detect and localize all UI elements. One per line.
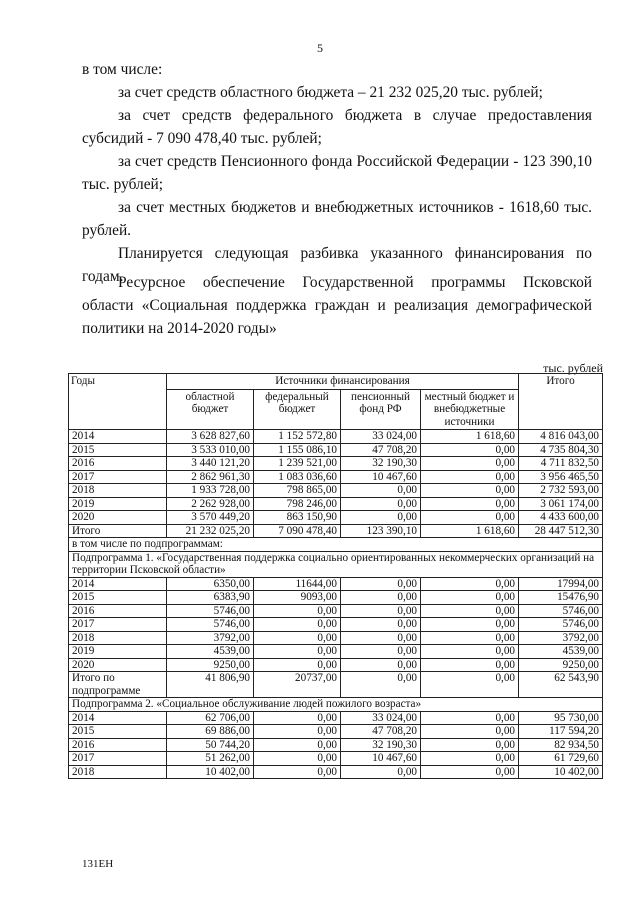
value-cell: 117 594,20 [519, 725, 603, 739]
value-cell: 0,00 [254, 631, 341, 645]
units-label: тыс. рублей [543, 361, 603, 375]
table-row [69, 738, 603, 752]
value-cell: 1 933 728,00 [167, 484, 254, 498]
footer-code: 131ЕН [82, 858, 114, 870]
header-total: Итого [519, 374, 603, 430]
header-years: Годы [69, 374, 167, 430]
value-cell: 0,00 [341, 511, 421, 525]
table-header-row [69, 374, 603, 390]
value-cell: 6383,90 [167, 591, 254, 605]
subprogram-1-title: Подпрограмма 1. «Государственная поддержка социально ориентированных некоммерческих организаций на территории Псковской области» [69, 551, 603, 577]
value-cell: 0,00 [341, 645, 421, 659]
value-cell: 28 447 512,30 [519, 524, 603, 538]
paragraph: за счет средств областного бюджета – 21 232 025,20 тыс. рублей; [118, 84, 543, 101]
subprogram-2-title: Подпрограмма 2. «Социальное обслуживание людей пожилого возраста» [69, 698, 603, 712]
value-cell: 0,00 [254, 752, 341, 766]
row-label-cell: 2018 [69, 765, 167, 779]
row-label-cell: 2020 [69, 658, 167, 672]
row-label-cell: 2016 [69, 604, 167, 618]
value-cell: 0,00 [254, 618, 341, 632]
value-cell: 0,00 [341, 658, 421, 672]
value-cell: 863 150,90 [254, 511, 341, 525]
paragraph: за счет средств Пенсионного фонда Российской Федерации - 123 390,10 тыс. рублей; [82, 153, 592, 193]
table-row [69, 497, 603, 511]
value-cell: 61 729,60 [519, 752, 603, 766]
table-row [69, 443, 603, 457]
resource-title [82, 271, 592, 340]
value-cell: 3 570 449,20 [167, 511, 254, 525]
value-cell: 0,00 [421, 658, 519, 672]
row-label-cell: 2017 [69, 752, 167, 766]
value-cell: 0,00 [254, 725, 341, 739]
table-body-sub2-title [69, 698, 603, 712]
value-cell: 0,00 [341, 618, 421, 632]
value-cell: 4 735 804,30 [519, 443, 603, 457]
value-cell: 3 533 010,00 [167, 443, 254, 457]
value-cell: 4539,00 [519, 645, 603, 659]
value-cell: 4 816 043,00 [519, 430, 603, 444]
value-cell: 17994,00 [519, 577, 603, 591]
value-cell: 3 440 121,20 [167, 457, 254, 471]
table-row [69, 538, 603, 552]
table-row [69, 672, 603, 698]
value-cell: 9093,00 [254, 591, 341, 605]
row-label-cell: 2017 [69, 470, 167, 484]
row-label-cell: 2019 [69, 645, 167, 659]
value-cell: 9250,00 [519, 658, 603, 672]
value-cell: 0,00 [341, 497, 421, 511]
value-cell: 6350,00 [167, 577, 254, 591]
value-cell: 3 061 174,00 [519, 497, 603, 511]
row-label-cell: Итого по подпрограмме [69, 672, 167, 698]
table-row [69, 618, 603, 632]
value-cell: 0,00 [421, 752, 519, 766]
value-cell: 10 467,60 [341, 752, 421, 766]
paragraph: в том числе: [82, 61, 163, 78]
value-cell: 0,00 [421, 497, 519, 511]
value-cell: 33 024,00 [341, 711, 421, 725]
page-number: 5 [317, 41, 323, 55]
value-cell: 20737,00 [254, 672, 341, 698]
value-cell: 0,00 [341, 631, 421, 645]
row-label-cell: 2015 [69, 725, 167, 739]
value-cell: 5746,00 [519, 618, 603, 632]
table-row [69, 470, 603, 484]
row-label-cell: 2016 [69, 457, 167, 471]
value-cell: 2 262 928,00 [167, 497, 254, 511]
header-local: местный бюджет и внебюджетные источники [421, 389, 519, 430]
financing-table [68, 373, 603, 779]
value-cell: 0,00 [341, 672, 421, 698]
value-cell: 51 262,00 [167, 752, 254, 766]
row-label-cell: 2015 [69, 591, 167, 605]
table-row [69, 484, 603, 498]
value-cell: 0,00 [421, 470, 519, 484]
value-cell: 10 467,60 [341, 470, 421, 484]
value-cell: 0,00 [341, 765, 421, 779]
value-cell: 123 390,10 [341, 524, 421, 538]
table-row [69, 430, 603, 444]
value-cell: 0,00 [254, 604, 341, 618]
value-cell: 69 886,00 [167, 725, 254, 739]
table-row [69, 645, 603, 659]
value-cell: 4 433 600,00 [519, 511, 603, 525]
value-cell: 798 246,00 [254, 497, 341, 511]
table-row [69, 604, 603, 618]
table-row [69, 577, 603, 591]
table-row [69, 551, 603, 577]
value-cell: 11644,00 [254, 577, 341, 591]
value-cell: 0,00 [341, 484, 421, 498]
row-label-cell: 2014 [69, 577, 167, 591]
table-body-sub2 [69, 711, 603, 779]
table-row [69, 631, 603, 645]
value-cell: 5746,00 [167, 604, 254, 618]
value-cell: 32 190,30 [341, 738, 421, 752]
value-cell: 1 083 036,60 [254, 470, 341, 484]
row-label-cell: Итого [69, 524, 167, 538]
paragraph: Планируется следующая разбивка указанного финансирования по годам. [82, 245, 592, 285]
table-row [69, 511, 603, 525]
row-label-cell: 2014 [69, 711, 167, 725]
row-label-cell: 2017 [69, 618, 167, 632]
value-cell: 0,00 [421, 711, 519, 725]
value-cell: 10 402,00 [519, 765, 603, 779]
resource-title-text: Ресурсное обеспечение Государственной программы Псковской области «Социальная поддержка граждан и реализация демографической политики на 2014-2020 годы» [82, 274, 592, 337]
value-cell: 9250,00 [167, 658, 254, 672]
value-cell: 62 706,00 [167, 711, 254, 725]
value-cell: 15476,90 [519, 591, 603, 605]
value-cell: 0,00 [421, 631, 519, 645]
value-cell: 21 232 025,20 [167, 524, 254, 538]
value-cell: 0,00 [421, 457, 519, 471]
value-cell: 0,00 [421, 604, 519, 618]
header-pension: пенсионный фонд РФ [341, 389, 421, 430]
value-cell: 1 239 521,00 [254, 457, 341, 471]
value-cell: 1 155 086,10 [254, 443, 341, 457]
value-cell: 1 618,60 [421, 430, 519, 444]
header-federal: федеральный бюджет [254, 389, 341, 430]
value-cell: 3792,00 [519, 631, 603, 645]
table-row [69, 524, 603, 538]
header-regional: областной бюджет [167, 389, 254, 430]
table-body-sub1 [69, 577, 603, 698]
table-row [69, 725, 603, 739]
value-cell: 0,00 [341, 591, 421, 605]
row-label-cell: 2016 [69, 738, 167, 752]
row-label-cell: 2015 [69, 443, 167, 457]
value-cell: 41 806,90 [167, 672, 254, 698]
row-label-cell: 2020 [69, 511, 167, 525]
value-cell: 0,00 [421, 484, 519, 498]
value-cell: 3 628 827,60 [167, 430, 254, 444]
value-cell: 0,00 [421, 443, 519, 457]
value-cell: 4539,00 [167, 645, 254, 659]
table-row [69, 752, 603, 766]
value-cell: 0,00 [254, 645, 341, 659]
value-cell: 0,00 [254, 738, 341, 752]
table-body-main [69, 430, 603, 538]
value-cell: 0,00 [341, 577, 421, 591]
row-label-cell: 2014 [69, 430, 167, 444]
row-label-cell: 2019 [69, 497, 167, 511]
intro-text [82, 58, 592, 288]
subprograms-note: в том числе по подпрограммам: [69, 538, 603, 552]
value-cell: 0,00 [421, 591, 519, 605]
table-row [69, 457, 603, 471]
value-cell: 0,00 [421, 738, 519, 752]
value-cell: 0,00 [421, 765, 519, 779]
value-cell: 0,00 [254, 658, 341, 672]
value-cell: 95 730,00 [519, 711, 603, 725]
value-cell: 1 152 572,80 [254, 430, 341, 444]
value-cell: 7 090 478,40 [254, 524, 341, 538]
value-cell: 0,00 [421, 618, 519, 632]
value-cell: 0,00 [421, 725, 519, 739]
value-cell: 798 865,00 [254, 484, 341, 498]
table-row [69, 591, 603, 605]
value-cell: 0,00 [421, 577, 519, 591]
value-cell: 0,00 [254, 711, 341, 725]
value-cell: 32 190,30 [341, 457, 421, 471]
value-cell: 4 711 832,50 [519, 457, 603, 471]
table-row [69, 765, 603, 779]
value-cell: 2 732 593,00 [519, 484, 603, 498]
value-cell: 3792,00 [167, 631, 254, 645]
table-row [69, 698, 603, 712]
paragraph: за счет местных бюджетов и внебюджетных источников - 1618,60 тыс. рублей. [82, 199, 592, 239]
value-cell: 50 744,20 [167, 738, 254, 752]
row-label-cell: 2018 [69, 484, 167, 498]
paragraph: за счет средств федерального бюджета в случае предоставления субсидий - 7 090 478,40 тыс. рублей; [82, 107, 592, 147]
header-sources: Источники финансирования [167, 374, 519, 390]
value-cell: 0,00 [421, 645, 519, 659]
value-cell: 5746,00 [167, 618, 254, 632]
value-cell: 33 024,00 [341, 430, 421, 444]
value-cell: 82 934,50 [519, 738, 603, 752]
value-cell: 1 618,60 [421, 524, 519, 538]
value-cell: 0,00 [341, 604, 421, 618]
value-cell: 10 402,00 [167, 765, 254, 779]
table-body-note [69, 538, 603, 578]
table-row [69, 711, 603, 725]
value-cell: 0,00 [254, 765, 341, 779]
row-label-cell: 2018 [69, 631, 167, 645]
value-cell: 0,00 [421, 672, 519, 698]
value-cell: 5746,00 [519, 604, 603, 618]
table-row [69, 658, 603, 672]
value-cell: 47 708,20 [341, 443, 421, 457]
value-cell: 2 862 961,30 [167, 470, 254, 484]
value-cell: 0,00 [421, 511, 519, 525]
value-cell: 62 543,90 [519, 672, 603, 698]
value-cell: 47 708,20 [341, 725, 421, 739]
value-cell: 3 956 465,50 [519, 470, 603, 484]
